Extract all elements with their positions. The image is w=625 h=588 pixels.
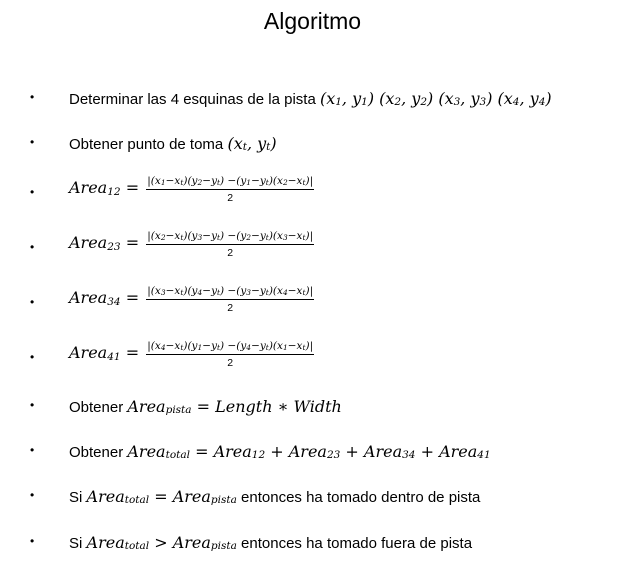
step-label: Obtener [69,444,124,461]
area-41-numerator: $|(x_4-x_t)(y_1-y_t) -(y_4-y_t)(x_1-x_t)|$ [146,341,314,355]
bullet: • [30,488,35,502]
bullet: • [30,350,35,364]
step-label: Obtener [69,399,124,416]
bullet: • [30,534,35,548]
area-34-numerator: $|(x_3-x_t)(y_4-y_t) -(y_3-y_t)(x_4-x_t)|$ [146,286,314,300]
area-12-fraction [146,176,314,203]
area-12-denominator: 2 [227,191,234,204]
bullet: • [30,443,35,457]
area-23-numerator: $|(x_2-x_t)(y_3-y_t) -(y_2-y_t)(x_3-x_t)|$ [146,231,314,245]
area-41-label: Area$_{41}$ = [69,343,140,363]
step-label: Obtener punto de toma [69,136,224,153]
bullet: • [30,240,35,254]
page-title: Algoritmo [263,8,362,34]
area-41-fraction [146,341,314,368]
outside-result-text: entonces ha tomado fuera de pista [241,535,473,552]
area-41-denominator: 2 [227,356,234,369]
bullet: • [30,295,35,309]
area-34-fraction [146,286,314,313]
bullet: • [30,185,35,199]
area-pista-formula: Area$_{pista}$ = Length ∗ Width [127,397,342,417]
area-12-numerator: $|(x_1-x_t)(y_2-y_t) -(y_1-y_t)(x_2-x_t)|$ [146,176,314,190]
inside-result-text: entonces ha tomado dentro de pista [241,489,481,506]
point-formula: ($x_t$, $y_t$) [227,134,277,154]
area-12-label: Area$_{12}$ = [69,178,140,198]
area-23-fraction [146,231,314,258]
inside-condition: Area$_{total}$ = Area$_{pista}$ [86,487,237,507]
area-23-label: Area$_{23}$ = [69,233,140,253]
outside-condition: Area$_{total}$ > Area$_{pista}$ [86,533,237,553]
bullet: • [30,398,35,412]
step-label: Si [69,535,83,552]
step-label: Determinar las 4 esquinas de la pista [69,91,316,108]
area-34-label: Area$_{34}$ = [69,288,140,308]
bullet: • [30,90,35,104]
bullet: • [30,135,35,149]
area-34-denominator: 2 [227,301,234,314]
corners-formula: ($x_1$, $y_1$) ($x_2$, $y_2$) ($x_3$, $y_3$) ($x_4$, $y_4$) [319,89,552,109]
step-label: Si [69,489,83,506]
area-23-denominator: 2 [227,246,234,259]
area-total-formula: Area$_{total}$ = Area$_{12}$ + Area$_{23}$ + Area$_{34}$ + Area$_{41}$ [127,442,491,462]
